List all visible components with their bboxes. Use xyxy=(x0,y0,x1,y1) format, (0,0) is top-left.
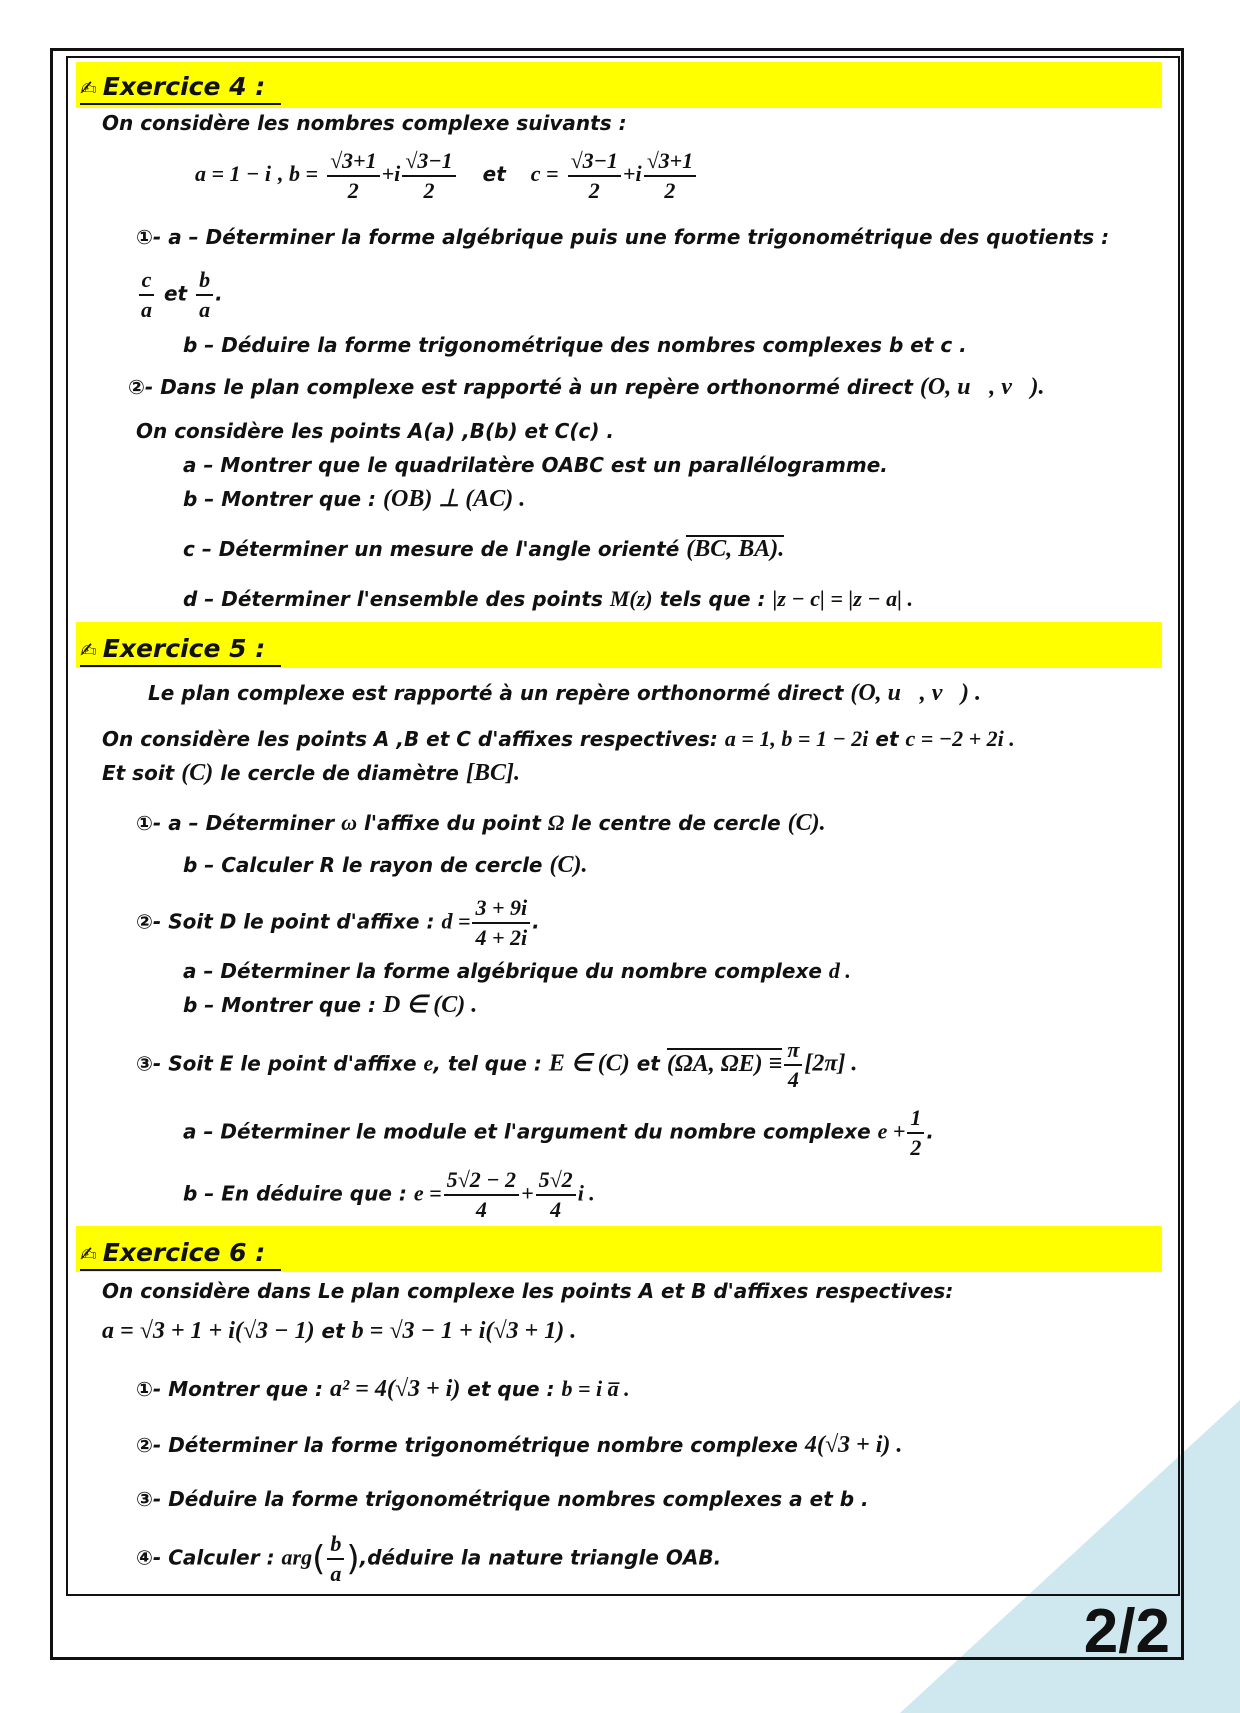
ex4-q1b: b – Déduire la forme trigonométrique des nombres complexes b et c . xyxy=(183,333,967,357)
fraction: $\frac{√3-1}{2}$ xyxy=(402,147,455,205)
ex4-q2-points: On considère les points A(a) ,B(b) et C(c) . xyxy=(136,419,615,443)
ex4-q2d: d – Déterminer l'ensemble des points M(z) tels que : |z − c| = |z − a| . xyxy=(183,586,913,611)
ex6-q1: ①- Montrer que : a² = 4(√3 + i) et que : b = i a̅ . xyxy=(136,1376,630,1402)
ex5-q1b: b – Calculer R le rayon de cercle (C). xyxy=(183,852,588,878)
ex5-q1a: ①- a – Déterminer ω l'affixe du point Ω le centre de cercle (C). xyxy=(136,810,826,836)
ex4-q2c: c – Déterminer un mesure de l'angle orienté (BC, BA). xyxy=(183,536,785,562)
exercise-5-title: ✍ Exercice 5 : xyxy=(80,634,281,667)
ex4-intro: On considère les nombres complexe suivants : xyxy=(102,111,627,135)
exercise-4-title: ✍ Exercice 4 : xyxy=(80,72,281,105)
ex5-q3b: b – En déduire que : e = $\frac{5√2 - 2}{4}$ + $\frac{5√2}{4}$ i . xyxy=(183,1167,595,1222)
pen-icon: ✍ xyxy=(80,638,97,662)
ex4-c-lhs: c = xyxy=(530,161,559,186)
page-number: 2/2 xyxy=(1083,1597,1170,1666)
ex6-definitions: a = √3 + 1 + i(√3 − 1) et b = √3 − 1 + i(√3 + 1) . xyxy=(102,1318,577,1344)
ex4-definitions: a = 1 − i , b = $\frac{√3+1}{2}$ +i $\frac{√3-1}{2}$ et c = $\frac{√3-1}{2}$ +i $\frac{√3+1}{2}$ xyxy=(195,144,698,205)
exercise-6-title: ✍ Exercice 6 : xyxy=(80,1238,281,1271)
ex5-circle: Et soit (C) le cercle de diamètre [BC]. xyxy=(102,760,520,786)
ex6-q3: ③- Déduire la forme trigonométrique nombres complexes a et b . xyxy=(136,1487,869,1511)
ex6-intro: On considère dans Le plan complexe les points A et B d'affixes respectives: xyxy=(102,1279,954,1303)
fraction: $\frac{√3-1}{2}$ xyxy=(568,147,621,205)
fraction: $\frac{√3+1}{2}$ xyxy=(327,147,380,205)
ex4-q2b: b – Montrer que : (OB) ⊥ (AC) . xyxy=(183,486,526,512)
ex6-q2: ②- Déterminer la forme trigonométrique nombre complexe 4(√3 + i) . xyxy=(136,1432,903,1458)
ex4-q2: ②- Dans le plan complexe est rapporté à un repère orthonormé direct (O, u⃗, v⃗). xyxy=(128,374,1045,400)
ex5-q3: ③- Soit E le point d'affixe e, tel que : E ∈ (C) et (ΩA, ΩE) ≡ $\frac{\pi}{4}$ [2π] . xyxy=(136,1037,858,1092)
ex5-points: On considère les points A ,B et C d'affixes respectives: a = 1, b = 1 − 2i et c = −2 + 2i . xyxy=(102,726,1015,751)
ex6-q4: ④- Calculer : arg( $\frac{b}{a}$ ),déduire la nature triangle OAB. xyxy=(136,1531,722,1586)
ex4-q2a: a – Montrer que le quadrilatère OABC est un parallélogramme. xyxy=(183,453,888,477)
ex5-intro: Le plan complexe est rapporté à un repère orthonormé direct (O, u⃗, v⃗) . xyxy=(148,680,982,706)
ex4-b-lhs: b = xyxy=(288,161,318,186)
pen-icon: ✍ xyxy=(80,76,97,100)
ex5-q2b: b – Montrer que : D ∈ (C) . xyxy=(183,992,478,1018)
ex4-q1a: ①- a – Déterminer la forme algébrique puis une forme trigonométrique des quotients : xyxy=(136,225,1110,249)
ex5-q3a: a – Déterminer le module et l'argument du nombre complexe e + $\frac{1}{2}$ . xyxy=(183,1105,935,1160)
ex5-q2: ②- Soit D le point d'affixe : d = $\frac{3 + 9i}{4 + 2i}$ . xyxy=(136,895,540,950)
ex4-a-def: a = 1 − i xyxy=(195,161,271,186)
pen-icon: ✍ xyxy=(80,1242,97,1266)
fraction: $\frac{√3+1}{2}$ xyxy=(644,147,697,205)
ex4-q1a-quotients: $\frac{c}{a}$ et $\frac{b}{a}$ . xyxy=(136,266,223,324)
ex5-q2a: a – Déterminer la forme algébrique du nombre complexe d . xyxy=(183,958,851,983)
